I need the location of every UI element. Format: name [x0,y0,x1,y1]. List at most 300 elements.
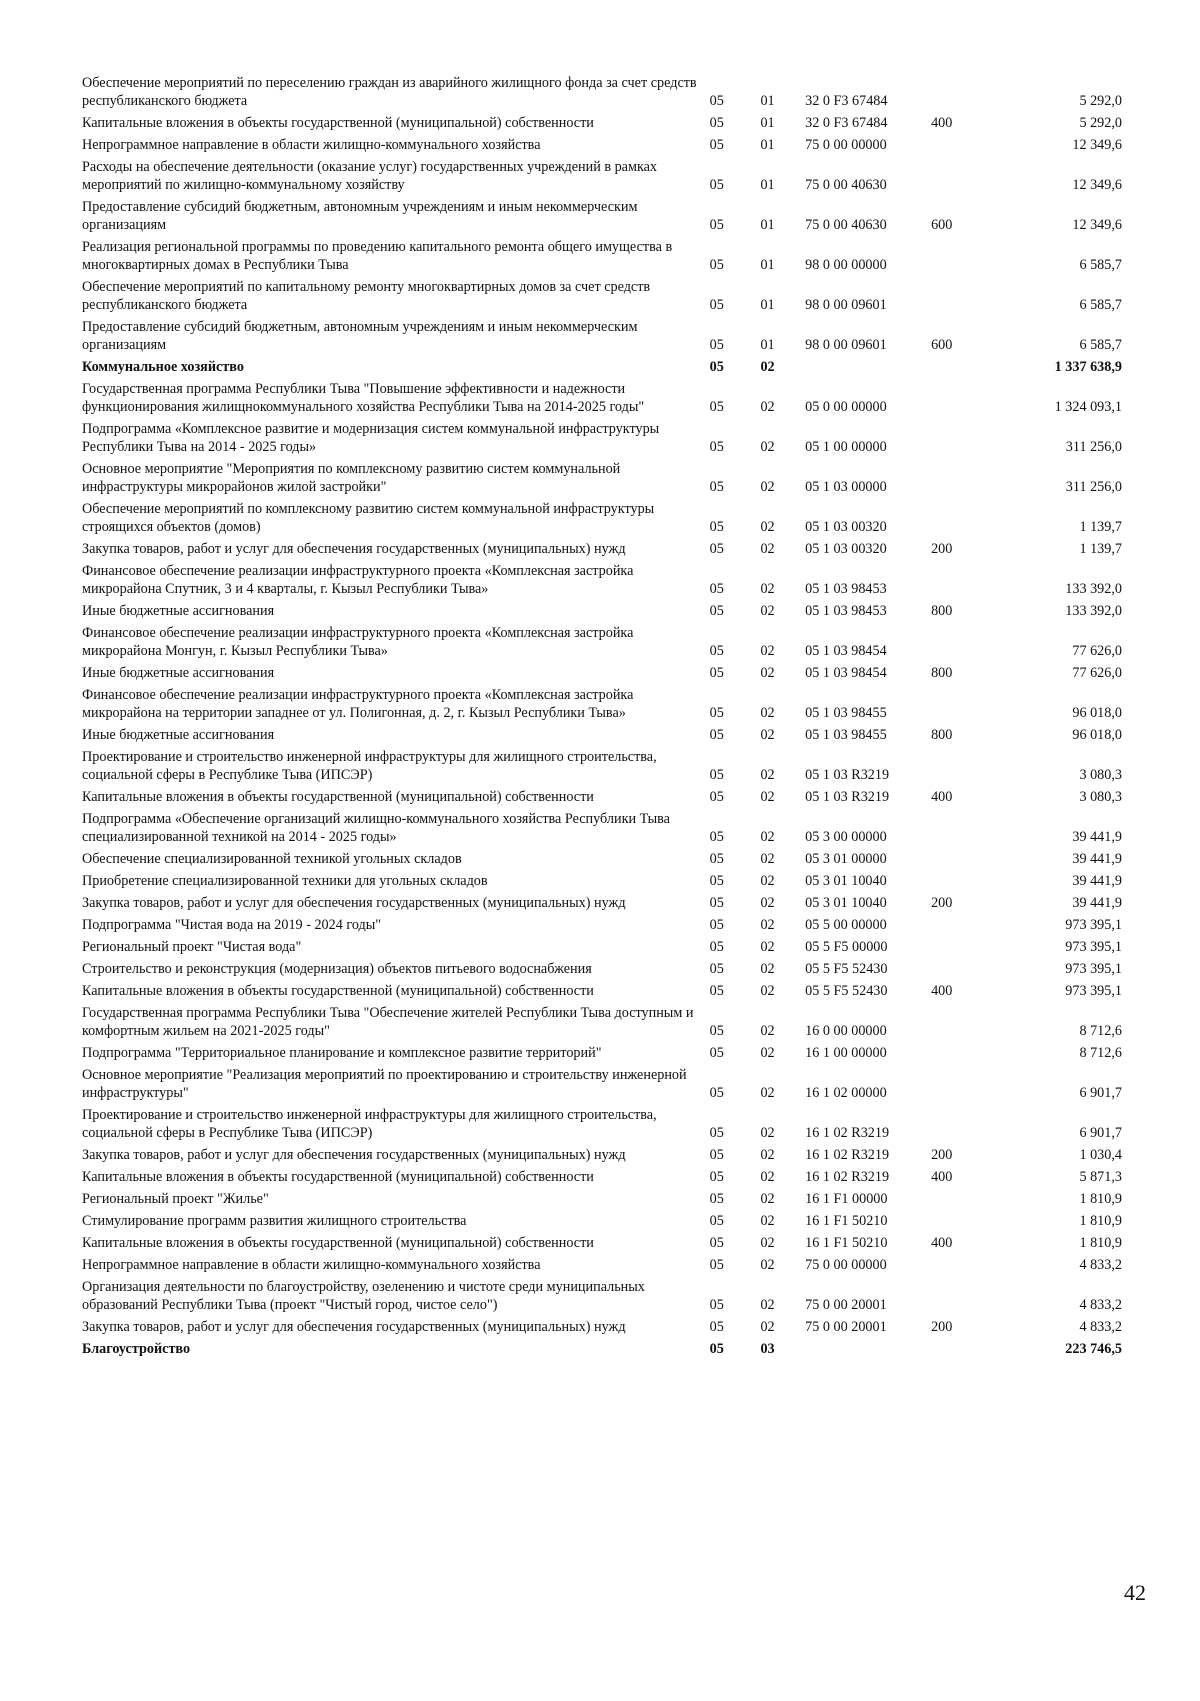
row-subsection-code: 03 [760,1341,775,1357]
table-row [82,1142,1122,1164]
row-subsection-code: 02 [760,359,775,375]
row-target-article: 16 0 00 00000 [805,1023,887,1039]
row-target-article: 05 0 00 00000 [805,399,887,415]
row-subsection-code: 02 [760,541,775,557]
row-expense-type [931,806,1002,846]
row-expense-type: 800 [931,665,953,681]
table-row [82,1164,1122,1186]
row-name: Закупка товаров, работ и услуг для обеспечения государственных (муниципальных) нужд [82,895,626,911]
row-section-code: 05 [709,895,724,911]
row-target-article: 98 0 00 09601 [805,297,887,313]
row-section-code: 05 [709,727,724,743]
table-row [82,956,1122,978]
row-subsection-code: 02 [760,665,775,681]
row-expense-type [931,132,1002,154]
row-expense-type [931,416,1002,456]
row-target-article: 05 3 01 00000 [805,851,887,867]
row-name: Закупка товаров, работ и услуг для обеспечения государственных (муниципальных) нужд [82,1147,626,1163]
row-amount: 5 871,3 [1079,1169,1122,1185]
row-section-code: 05 [709,1023,724,1039]
row-expense-type [931,154,1002,194]
row-amount: 311 256,0 [1065,439,1122,455]
row-section-code: 05 [709,439,724,455]
row-name: Финансовое обеспечение реализации инфраструктурного проекта «Комплексная застройка микрорайона на территории западнее от ул. Полигонная, д. 2, г. Кызыл Республики Тыва» [82,687,634,721]
table-row [82,354,1122,376]
row-subsection-code: 02 [760,643,775,659]
row-amount: 311 256,0 [1065,479,1122,495]
row-target-article: 05 1 03 98454 [805,665,887,681]
table-row [82,934,1122,956]
table-row [82,1230,1122,1252]
row-expense-type [931,274,1002,314]
row-amount: 133 392,0 [1065,581,1122,597]
row-target-article: 05 1 03 98455 [805,705,887,721]
row-target-article: 75 0 00 00000 [805,1257,887,1273]
row-name: Непрограммное направление в области жилищно-коммунального хозяйства [82,1257,541,1273]
row-subsection-code: 01 [760,217,775,233]
row-amount: 5 292,0 [1079,115,1122,131]
row-amount: 6 901,7 [1079,1085,1122,1101]
row-amount: 6 585,7 [1079,297,1122,313]
row-expense-type [931,376,1002,416]
row-subsection-code: 02 [760,851,775,867]
row-amount: 12 349,6 [1072,177,1122,193]
row-expense-type: 400 [931,1169,953,1185]
row-name: Капитальные вложения в объекты государственной (муниципальной) собственности [82,983,594,999]
row-section-code: 05 [709,767,724,783]
row-name: Иные бюджетные ассигнования [82,603,275,619]
row-subsection-code: 02 [760,727,775,743]
table-row [82,660,1122,682]
row-target-article: 05 3 01 10040 [805,873,887,889]
row-amount: 6 585,7 [1079,337,1122,353]
budget-page [82,70,1122,1358]
row-amount: 39 441,9 [1072,895,1122,911]
row-target-article: 75 0 00 40630 [805,217,887,233]
row-amount: 1 324 093,1 [1054,399,1122,415]
row-expense-type [931,912,1002,934]
row-section-code: 05 [709,789,724,805]
table-row [82,620,1122,660]
row-amount: 5 292,0 [1079,93,1122,109]
row-amount: 39 441,9 [1072,829,1122,845]
row-target-article: 05 1 03 98454 [805,643,887,659]
row-subsection-code: 02 [760,1147,775,1163]
row-name: Капитальные вложения в объекты государственной (муниципальной) собственности [82,115,594,131]
row-name: Подпрограмма «Обеспечение организаций жилищно-коммунального хозяйства Республики Тыва специализированной техникой на 2014 - 2025 годы» [82,811,670,845]
table-row [82,234,1122,274]
row-expense-type: 200 [931,1147,953,1163]
row-section-code: 05 [709,115,724,131]
row-amount: 4 833,2 [1079,1257,1122,1273]
table-row [82,806,1122,846]
row-amount: 1 810,9 [1079,1191,1122,1207]
table-row [82,194,1122,234]
row-section-code: 05 [709,705,724,721]
row-subsection-code: 02 [760,829,775,845]
row-name: Проектирование и строительство инженерной инфраструктуры для жилищного строительства, социальной сферы в Республике Тыва (ИПСЭР) [82,1107,657,1141]
row-expense-type [931,1274,1002,1314]
row-target-article: 05 1 00 00000 [805,439,887,455]
row-section-code: 05 [709,829,724,845]
row-subsection-code: 01 [760,337,775,353]
row-amount: 1 337 638,9 [1054,359,1122,375]
row-target-article [805,354,931,376]
row-amount: 6 585,7 [1079,257,1122,273]
row-amount: 77 626,0 [1072,643,1122,659]
row-section-code: 05 [709,1257,724,1273]
row-name: Приобретение специализированной техники для угольных складов [82,873,488,889]
row-subsection-code: 02 [760,895,775,911]
row-target-article: 05 5 F5 52430 [805,983,888,999]
row-expense-type: 600 [931,337,953,353]
table-row [82,496,1122,536]
row-subsection-code: 01 [760,115,775,131]
row-target-article: 05 1 03 98453 [805,581,887,597]
row-subsection-code: 02 [760,873,775,889]
row-section-code: 05 [709,873,724,889]
row-name: Финансовое обеспечение реализации инфраструктурного проекта «Комплексная застройка микрорайона Монгун, г. Кызыл Республики Тыва» [82,625,634,659]
row-target-article: 16 1 02 00000 [805,1085,887,1101]
row-subsection-code: 01 [760,93,775,109]
row-amount: 1 139,7 [1079,519,1122,535]
row-expense-type: 400 [931,789,953,805]
row-target-article: 75 0 00 20001 [805,1297,887,1313]
table-row [82,1252,1122,1274]
row-target-article: 98 0 00 09601 [805,337,887,353]
row-name: Основное мероприятие "Мероприятия по комплексному развитию систем коммунальной инфраструктуры микрорайонов жилой застройки" [82,461,621,495]
row-expense-type [931,1186,1002,1208]
row-subsection-code: 02 [760,1297,775,1313]
row-target-article: 16 1 F1 50210 [805,1235,888,1251]
row-section-code: 05 [709,297,724,313]
row-section-code: 05 [709,917,724,933]
row-target-article: 05 1 03 98453 [805,603,887,619]
row-subsection-code: 02 [760,479,775,495]
table-row [82,314,1122,354]
row-name: Стимулирование программ развития жилищного строительства [82,1213,467,1229]
row-subsection-code: 02 [760,789,775,805]
table-row [82,132,1122,154]
row-expense-type: 400 [931,1235,953,1251]
row-target-article: 16 1 00 00000 [805,1045,887,1061]
row-amount: 973 395,1 [1065,961,1122,977]
row-amount: 133 392,0 [1065,603,1122,619]
row-name: Предоставление субсидий бюджетным, автономным учреждениям и иным некоммерческим организациям [82,319,638,353]
row-target-article: 32 0 F3 67484 [805,115,888,131]
row-amount: 77 626,0 [1072,665,1122,681]
row-amount: 96 018,0 [1072,705,1122,721]
row-section-code: 05 [709,1341,724,1357]
row-section-code: 05 [709,961,724,977]
row-expense-type [931,846,1002,868]
row-name: Капитальные вложения в объекты государственной (муниципальной) собственности [82,789,594,805]
table-row [82,110,1122,132]
row-name: Иные бюджетные ассигнования [82,665,275,681]
row-section-code: 05 [709,1297,724,1313]
table-row [82,682,1122,722]
row-section-code: 05 [709,1319,724,1335]
row-amount: 973 395,1 [1065,917,1122,933]
row-name: Благоустройство [82,1341,191,1357]
row-name: Подпрограмма «Комплексное развитие и модернизация систем коммунальной инфраструктуры Республики Тыва на 2014 - 2025 годы» [82,421,660,455]
row-expense-type [931,956,1002,978]
row-section-code: 05 [709,1045,724,1061]
row-name: Иные бюджетные ассигнования [82,727,275,743]
row-amount: 39 441,9 [1072,851,1122,867]
row-expense-type [931,70,1002,110]
row-target-article: 75 0 00 00000 [805,137,887,153]
row-subsection-code: 02 [760,1257,775,1273]
row-section-code: 05 [709,177,724,193]
row-amount: 973 395,1 [1065,983,1122,999]
row-amount: 4 833,2 [1079,1297,1122,1313]
budget-table-body [82,70,1122,1358]
table-row [82,1000,1122,1040]
row-name: Расходы на обеспечение деятельности (оказание услуг) государственных учреждений в рамках мероприятий по жилищно-коммунальному хозяйству [82,159,658,193]
row-target-article: 05 1 03 R3219 [805,767,890,783]
row-name: Подпрограмма "Чистая вода на 2019 - 2024 годы" [82,917,382,933]
row-section-code: 05 [709,1125,724,1141]
row-target-article: 05 1 03 R3219 [805,789,890,805]
table-row [82,456,1122,496]
row-expense-type [931,558,1002,598]
row-section-code: 05 [709,1147,724,1163]
row-subsection-code: 01 [760,297,775,313]
row-name: Проектирование и строительство инженерной инфраструктуры для жилищного строительства, социальной сферы в Республике Тыва (ИПСЭР) [82,749,657,783]
row-name: Обеспечение мероприятий по переселению граждан из аварийного жилищного фонда за счет средств республиканского бюджета [82,75,697,109]
row-expense-type: 800 [931,603,953,619]
budget-table [82,70,1122,1358]
row-subsection-code: 01 [760,257,775,273]
row-target-article: 05 3 01 10040 [805,895,887,911]
row-amount: 6 901,7 [1079,1125,1122,1141]
table-row [82,1102,1122,1142]
row-subsection-code: 02 [760,983,775,999]
row-amount: 8 712,6 [1079,1023,1122,1039]
row-expense-type [931,620,1002,660]
row-amount: 1 810,9 [1079,1235,1122,1251]
table-row [82,598,1122,620]
row-expense-type [931,496,1002,536]
row-section-code: 05 [709,1191,724,1207]
table-row [82,1208,1122,1230]
row-expense-type [931,1062,1002,1102]
table-row [82,1186,1122,1208]
row-target-article: 98 0 00 00000 [805,257,887,273]
row-expense-type [931,682,1002,722]
table-row [82,274,1122,314]
row-target-article: 16 1 02 R3219 [805,1169,890,1185]
row-name: Коммунальное хозяйство [82,359,244,375]
row-expense-type [931,1102,1002,1142]
row-name: Основное мероприятие "Реализация мероприятий по проектированию и строительству инженерной инфраструктуры" [82,1067,687,1101]
table-row [82,558,1122,598]
row-subsection-code: 02 [760,1169,775,1185]
table-row [82,70,1122,110]
row-section-code: 05 [709,519,724,535]
row-section-code: 05 [709,399,724,415]
row-amount: 39 441,9 [1072,873,1122,889]
row-name: Государственная программа Республики Тыва "Повышение эффективности и надежности функционирования жилищнокоммунального хозяйства Республики Тыва на 2014-2025 годы" [82,381,645,415]
row-name: Организация деятельности по благоустройству, озеленению и чистоте среди муниципальных образований Республики Тыва (проект "Чистый город, чистое село") [82,1279,645,1313]
table-row [82,1314,1122,1336]
row-name: Региональный проект "Чистая вода" [82,939,302,955]
row-target-article: 05 1 03 00320 [805,519,887,535]
row-section-code: 05 [709,337,724,353]
row-section-code: 05 [709,665,724,681]
row-name: Финансовое обеспечение реализации инфраструктурного проекта «Комплексная застройка микрорайона Спутник, 3 и 4 кварталы, г. Кызыл Республики Тыва» [82,563,634,597]
row-amount: 3 080,3 [1079,789,1122,805]
row-target-article: 16 1 F1 50210 [805,1213,888,1229]
row-expense-type [931,1208,1002,1230]
row-name: Реализация региональной программы по проведению капитального ремонта общего имущества в многоквартирных домах в Республики Тыва [82,239,673,273]
row-expense-type: 800 [931,727,953,743]
row-amount: 1 139,7 [1079,541,1122,557]
row-section-code: 05 [709,137,724,153]
row-target-article: 16 1 02 R3219 [805,1147,890,1163]
row-name: Закупка товаров, работ и услуг для обеспечения государственных (муниципальных) нужд [82,541,626,557]
row-subsection-code: 02 [760,1191,775,1207]
table-row [82,1274,1122,1314]
table-row [82,536,1122,558]
row-section-code: 05 [709,217,724,233]
row-subsection-code: 02 [760,1235,775,1251]
row-target-article: 05 3 00 00000 [805,829,887,845]
row-section-code: 05 [709,581,724,597]
row-subsection-code: 02 [760,519,775,535]
row-expense-type [931,934,1002,956]
row-subsection-code: 02 [760,603,775,619]
table-row [82,912,1122,934]
row-section-code: 05 [709,1169,724,1185]
row-target-article: 16 1 F1 00000 [805,1191,888,1207]
row-subsection-code: 02 [760,705,775,721]
table-row [82,744,1122,784]
row-subsection-code: 02 [760,1125,775,1141]
row-expense-type [931,354,1002,376]
row-amount: 4 833,2 [1079,1319,1122,1335]
table-row [82,722,1122,744]
row-name: Государственная программа Республики Тыва "Обеспечение жителей Республики Тыва доступным и комфортным жильем на 2021-2025 годы" [82,1005,694,1039]
row-target-article: 75 0 00 20001 [805,1319,887,1335]
row-name: Предоставление субсидий бюджетным, автономным учреждениям и иным некоммерческим организациям [82,199,638,233]
row-subsection-code: 02 [760,1023,775,1039]
table-row [82,868,1122,890]
row-name: Подпрограмма "Территориальное планирование и комплексное развитие территорий" [82,1045,602,1061]
row-subsection-code: 02 [760,1045,775,1061]
row-name: Обеспечение мероприятий по комплексному развитию систем коммунальной инфраструктуры строящихся объектов (домов) [82,501,655,535]
row-section-code: 05 [709,603,724,619]
row-name: Обеспечение специализированной техникой угольных складов [82,851,462,867]
row-subsection-code: 01 [760,177,775,193]
row-amount: 1 030,4 [1079,1147,1122,1163]
row-amount: 8 712,6 [1079,1045,1122,1061]
row-target-article: 05 1 03 00320 [805,541,887,557]
row-expense-type [931,456,1002,496]
row-name: Строительство и реконструкция (модернизация) объектов питьевого водоснабжения [82,961,592,977]
table-row [82,784,1122,806]
row-name: Капитальные вложения в объекты государственной (муниципальной) собственности [82,1169,594,1185]
row-section-code: 05 [709,479,724,495]
row-section-code: 05 [709,939,724,955]
row-section-code: 05 [709,1085,724,1101]
table-row [82,978,1122,1000]
row-target-article: 05 5 00 00000 [805,917,887,933]
row-target-article: 75 0 00 40630 [805,177,887,193]
row-name: Закупка товаров, работ и услуг для обеспечения государственных (муниципальных) нужд [82,1319,626,1335]
row-section-code: 05 [709,983,724,999]
row-section-code: 05 [709,851,724,867]
row-subsection-code: 02 [760,399,775,415]
row-amount: 1 810,9 [1079,1213,1122,1229]
row-expense-type: 400 [931,115,953,131]
row-target-article: 05 5 F5 52430 [805,961,888,977]
table-row [82,1040,1122,1062]
row-name: Региональный проект "Жилье" [82,1191,269,1207]
table-row [82,376,1122,416]
row-section-code: 05 [709,643,724,659]
row-amount: 12 349,6 [1072,137,1122,153]
row-subsection-code: 02 [760,767,775,783]
row-section-code: 05 [709,257,724,273]
row-expense-type [931,1336,1002,1358]
row-target-article: 05 1 03 00000 [805,479,887,495]
page-number: 42 [1124,1580,1146,1605]
row-section-code: 05 [709,359,724,375]
row-subsection-code: 02 [760,917,775,933]
table-row [82,846,1122,868]
row-subsection-code: 02 [760,939,775,955]
row-expense-type: 200 [931,541,953,557]
row-expense-type [931,1252,1002,1274]
row-expense-type: 400 [931,983,953,999]
row-section-code: 05 [709,93,724,109]
row-target-article: 32 0 F3 67484 [805,93,888,109]
row-expense-type [931,868,1002,890]
table-row [82,416,1122,456]
row-expense-type: 200 [931,1319,953,1335]
row-amount: 973 395,1 [1065,939,1122,955]
row-name: Непрограммное направление в области жилищно-коммунального хозяйства [82,137,541,153]
row-subsection-code: 02 [760,961,775,977]
table-row [82,1062,1122,1102]
row-expense-type [931,1040,1002,1062]
row-subsection-code: 02 [760,1213,775,1229]
row-section-code: 05 [709,1235,724,1251]
row-amount: 223 746,5 [1065,1341,1122,1357]
row-subsection-code: 02 [760,581,775,597]
row-expense-type [931,744,1002,784]
row-name: Обеспечение мероприятий по капитальному ремонту многоквартирных домов за счет средств республиканского бюджета [82,279,651,313]
row-expense-type [931,1000,1002,1040]
table-row [82,154,1122,194]
row-expense-type: 200 [931,895,953,911]
row-subsection-code: 01 [760,137,775,153]
row-section-code: 05 [709,541,724,557]
table-row [82,890,1122,912]
row-name: Капитальные вложения в объекты государственной (муниципальной) собственности [82,1235,594,1251]
row-subsection-code: 02 [760,439,775,455]
row-subsection-code: 02 [760,1319,775,1335]
row-amount: 3 080,3 [1079,767,1122,783]
row-amount: 12 349,6 [1072,217,1122,233]
row-amount: 96 018,0 [1072,727,1122,743]
row-expense-type [931,234,1002,274]
row-target-article [805,1336,931,1358]
row-target-article: 05 1 03 98455 [805,727,887,743]
row-subsection-code: 02 [760,1085,775,1101]
